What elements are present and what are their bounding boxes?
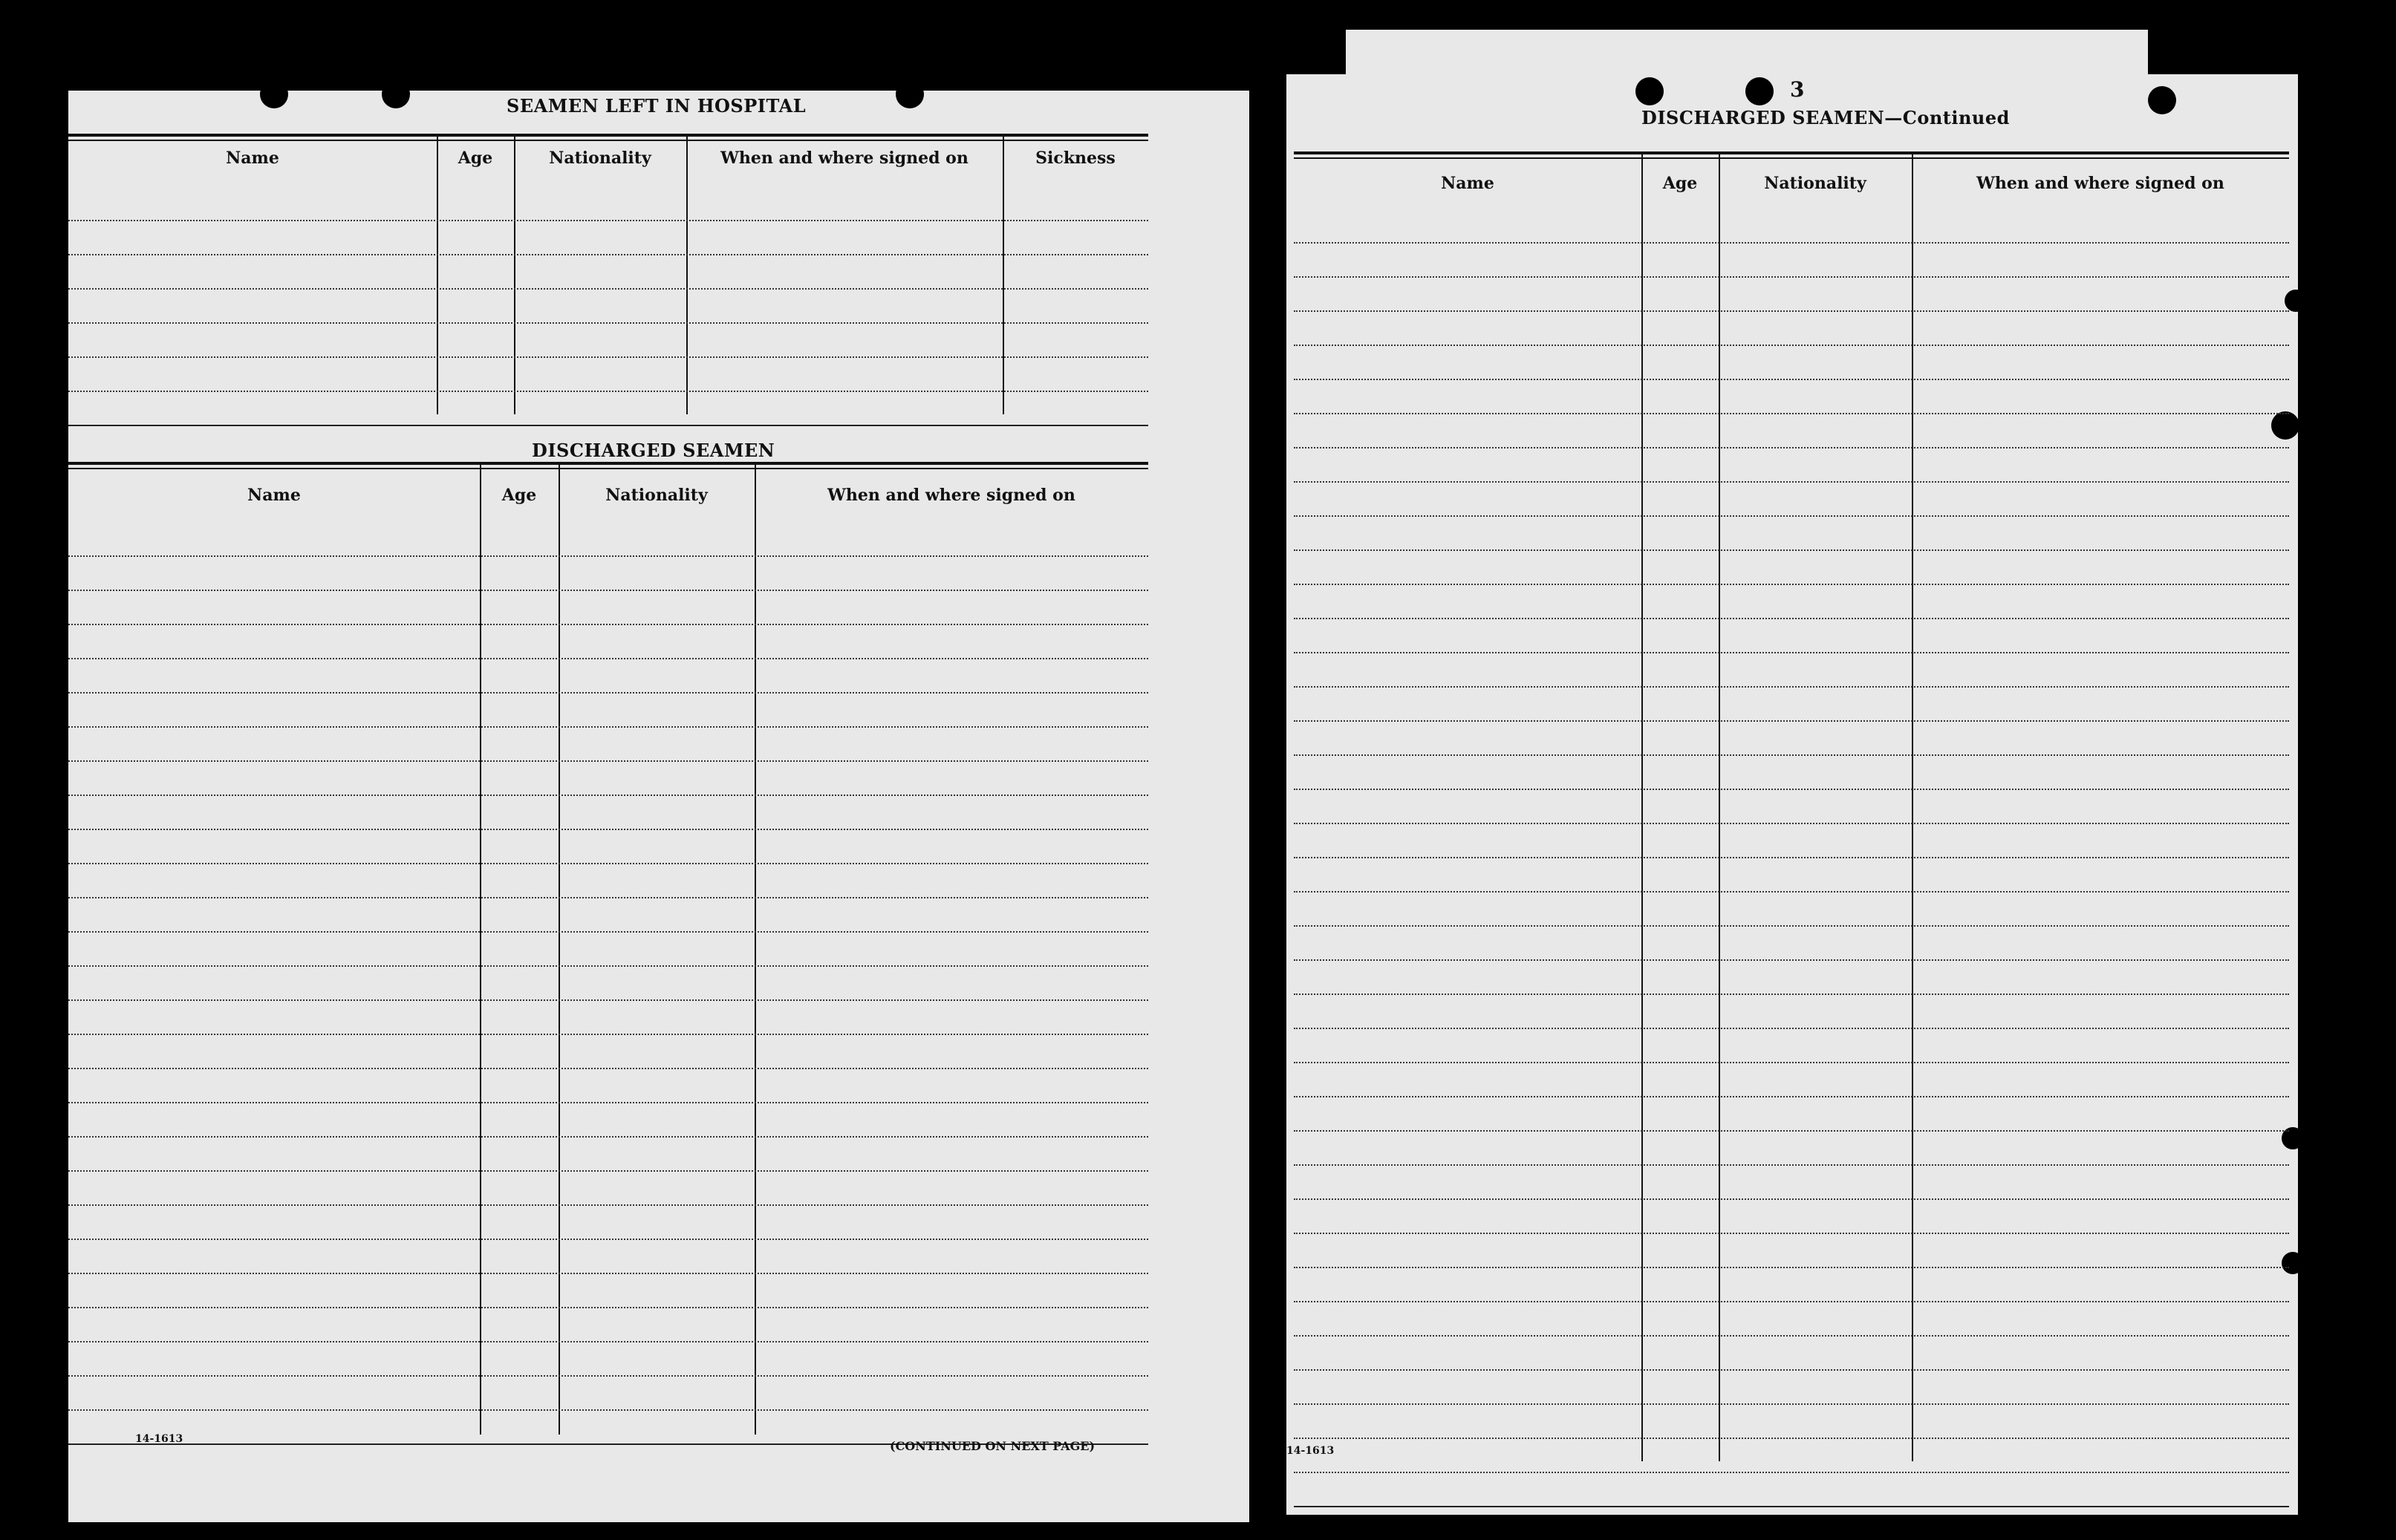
table-row[interactable] — [1294, 1234, 2289, 1268]
table-row[interactable] — [68, 358, 1148, 392]
col-header-age: Age — [501, 486, 537, 505]
table-row[interactable] — [1294, 346, 2289, 380]
table-row[interactable] — [68, 557, 1148, 591]
col-header-signed-on: When and where signed on — [720, 149, 969, 168]
table-row[interactable] — [68, 933, 1148, 967]
col-header-sickness: Sickness — [1035, 149, 1116, 168]
table-row[interactable] — [1294, 858, 2289, 893]
table-row[interactable] — [1294, 1302, 2289, 1337]
table-row[interactable] — [1294, 209, 2289, 244]
table-row[interactable] — [68, 1103, 1148, 1138]
table-row[interactable] — [1294, 1337, 2289, 1371]
table-row[interactable] — [1294, 927, 2289, 961]
discharged-continued-table — [1294, 151, 2289, 1466]
discharged-section-title: DISCHARGED SEAMEN — [532, 440, 775, 461]
page-number: 3 — [1790, 77, 1805, 102]
table-row[interactable] — [1294, 653, 2289, 688]
table-row[interactable] — [1294, 722, 2289, 756]
table-row[interactable] — [68, 796, 1148, 830]
col-header-nationality: Nationality — [1764, 174, 1866, 193]
col-header-signed-on: When and where signed on — [827, 486, 1075, 505]
table-row[interactable] — [68, 1377, 1148, 1411]
table-row[interactable] — [68, 255, 1148, 290]
table-row[interactable] — [1294, 585, 2289, 619]
punch-hole — [260, 91, 288, 108]
table-row[interactable] — [68, 523, 1148, 557]
table-row[interactable] — [68, 659, 1148, 694]
table-row[interactable] — [1294, 244, 2289, 278]
punch-hole — [1635, 77, 1664, 105]
table-row[interactable] — [1294, 893, 2289, 927]
table-row[interactable] — [1294, 756, 2289, 790]
table-row[interactable] — [1294, 312, 2289, 346]
table-row[interactable] — [68, 625, 1148, 659]
hospital-table — [68, 134, 1148, 416]
table-row[interactable] — [1294, 1200, 2289, 1234]
table-row[interactable] — [1294, 278, 2289, 312]
table-row[interactable] — [68, 1274, 1148, 1308]
table-row[interactable] — [1294, 961, 2289, 995]
table-row[interactable] — [68, 694, 1148, 728]
punch-hole — [1745, 77, 1774, 105]
table-row[interactable] — [1294, 1063, 2289, 1097]
form-number: 14-1613 — [135, 1433, 183, 1445]
table-row[interactable] — [68, 1069, 1148, 1103]
table-row[interactable] — [1294, 1473, 2289, 1507]
table-row[interactable] — [68, 324, 1148, 358]
col-header-name: Name — [1441, 174, 1494, 193]
table-row[interactable] — [68, 967, 1148, 1001]
table-row[interactable] — [68, 221, 1148, 255]
col-header-age: Age — [1662, 174, 1698, 193]
table-row[interactable] — [1294, 483, 2289, 517]
table-row[interactable] — [1294, 824, 2289, 858]
table-row[interactable] — [68, 1035, 1148, 1069]
right-form-page — [1286, 74, 2298, 1515]
table-row[interactable] — [68, 1206, 1148, 1240]
col-header-nationality: Nationality — [549, 149, 651, 168]
table-row[interactable] — [1294, 1371, 2289, 1405]
table-row[interactable] — [68, 1240, 1148, 1274]
table-row[interactable] — [1294, 790, 2289, 824]
table-row[interactable] — [68, 864, 1148, 898]
discharged-continued-title: DISCHARGED SEAMEN—Continued — [1641, 107, 2010, 128]
table-row[interactable] — [1294, 619, 2289, 653]
form-number: 14-1613 — [1286, 1445, 1335, 1457]
table-row[interactable] — [68, 1308, 1148, 1342]
table-row[interactable] — [68, 830, 1148, 864]
table-row[interactable] — [1294, 1029, 2289, 1063]
table-row[interactable] — [1294, 1166, 2289, 1200]
col-header-age: Age — [458, 149, 493, 168]
table-row[interactable] — [1294, 414, 2289, 448]
table-row[interactable] — [1294, 551, 2289, 585]
left-form-page — [68, 91, 1249, 1522]
continued-note: (CONTINUED ON NEXT PAGE) — [890, 1439, 1096, 1453]
col-header-nationality: Nationality — [605, 486, 708, 505]
table-row[interactable] — [1294, 380, 2289, 414]
table-row[interactable] — [1294, 688, 2289, 722]
table-row[interactable] — [1294, 448, 2289, 483]
table-row[interactable] — [68, 187, 1148, 221]
table-row[interactable] — [68, 1172, 1148, 1206]
table-row[interactable] — [68, 392, 1148, 426]
table-row[interactable] — [1294, 995, 2289, 1029]
table-row[interactable] — [68, 898, 1148, 933]
table-row[interactable] — [68, 1342, 1148, 1377]
table-row[interactable] — [68, 1138, 1148, 1172]
table-row[interactable] — [1294, 1439, 2289, 1473]
punch-hole — [382, 91, 410, 108]
table-row[interactable] — [1294, 1097, 2289, 1132]
table-row[interactable] — [68, 290, 1148, 324]
hospital-section-title: SEAMEN LEFT IN HOSPITAL — [507, 95, 807, 117]
col-header-name: Name — [226, 149, 279, 168]
punch-hole — [2148, 86, 2176, 114]
table-row[interactable] — [68, 728, 1148, 762]
punch-hole — [896, 91, 924, 108]
table-row[interactable] — [1294, 1268, 2289, 1302]
table-row[interactable] — [68, 1001, 1148, 1035]
col-header-name: Name — [247, 486, 301, 505]
table-row[interactable] — [68, 591, 1148, 625]
table-row[interactable] — [1294, 1405, 2289, 1439]
table-row[interactable] — [1294, 517, 2289, 551]
table-row[interactable] — [68, 762, 1148, 796]
discharged-table — [68, 462, 1148, 1442]
col-header-signed-on: When and where signed on — [1976, 174, 2224, 193]
table-row[interactable] — [1294, 1132, 2289, 1166]
